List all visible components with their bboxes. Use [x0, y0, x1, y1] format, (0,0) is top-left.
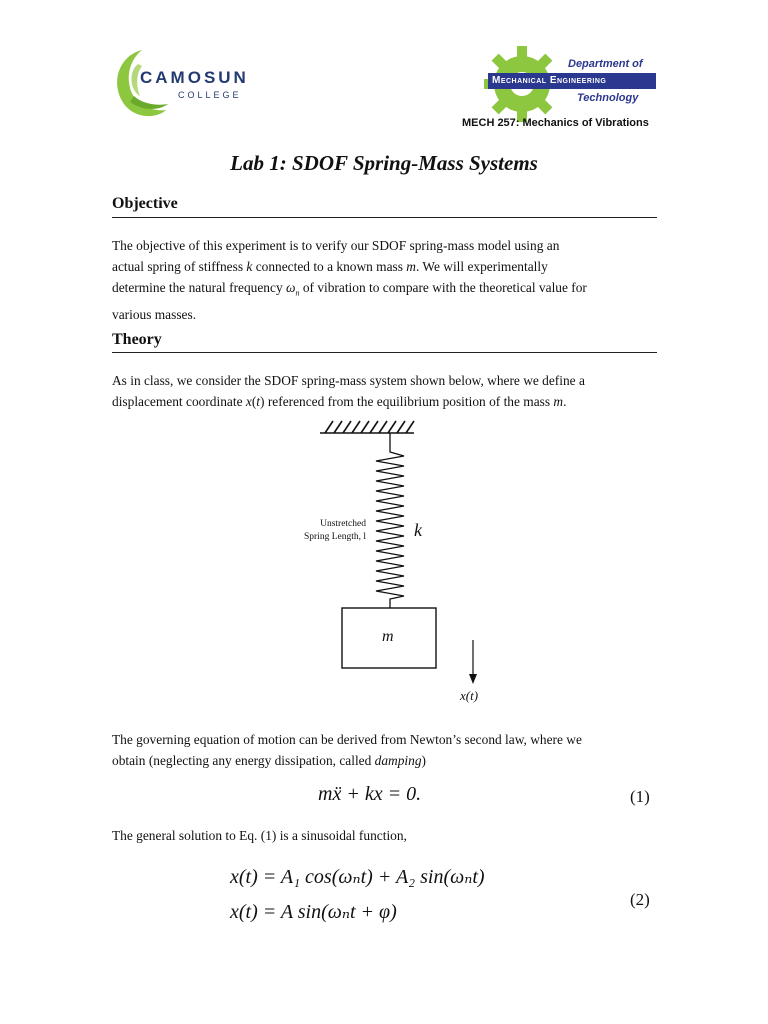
objective-line-1: The objective of this experiment is to verify our SDOF spring-mass model using an: [112, 238, 560, 253]
equation-1-number: (1): [630, 787, 650, 806]
theory-paragraph-1: [112, 370, 657, 412]
theory-line-1: As in class, we consider the SDOF spring-mass system shown below, where we define a: [112, 373, 585, 388]
objective-heading: Objective: [112, 195, 178, 212]
objective-line-2: actual spring of stiffness k connected to a known mass m. We will experimentally: [112, 259, 548, 274]
objective-rule: [112, 217, 657, 218]
theory-line-4: obtain (neglecting any energy dissipation, called damping): [112, 753, 426, 768]
unstretched-label: Unstretched Spring Length, l: [303, 519, 366, 542]
theory-paragraph-3: The general solution to Eq. (1) is a sinusoidal function,: [112, 828, 407, 843]
equation-2a: x(t) = A₁ cos(ωₙt) + A₂ sin(ωₙt): [230, 866, 485, 888]
theory-line-3: The governing equation of motion can be derived from Newton’s second law, where we: [112, 732, 582, 747]
theory-line-2: displacement coordinate x(t) referenced from the equilibrium position of the mass m.: [112, 394, 567, 409]
dept-line2: Mechanical Engineering: [492, 75, 607, 86]
theory-rule: [112, 352, 657, 353]
displacement-label: x(t): [460, 688, 479, 703]
spring-mass-diagram: [270, 418, 510, 708]
theory-paragraph-2: [112, 729, 657, 771]
spring-constant-label: k: [414, 520, 422, 540]
equation-1: mẍ + kx = 0.: [318, 783, 422, 805]
equation-2-number: (2): [630, 890, 650, 909]
dept-line3: Technology: [577, 92, 639, 104]
college-sub: COLLEGE: [178, 90, 242, 100]
spring: [376, 433, 404, 608]
mass-label: m: [382, 628, 394, 645]
college-name: CAMOSUN: [140, 68, 249, 87]
spring-mass-figure: [270, 418, 510, 708]
course-label: MECH 257: Mechanics of Vibrations: [462, 117, 649, 129]
equation-2b: x(t) = A sin(ωₙt + φ): [230, 901, 397, 923]
page-title: Lab 1: SDOF Spring-Mass Systems: [230, 151, 538, 175]
objective-line-3: determine the natural frequency $\omega_n$ of vibration to compare with the theoretical value for: [112, 280, 587, 298]
theory-heading: Theory: [112, 331, 162, 348]
objective-line-4: various masses.: [112, 306, 197, 322]
objective-paragraph: [112, 235, 657, 325]
dept-line1: Department of: [568, 58, 643, 70]
